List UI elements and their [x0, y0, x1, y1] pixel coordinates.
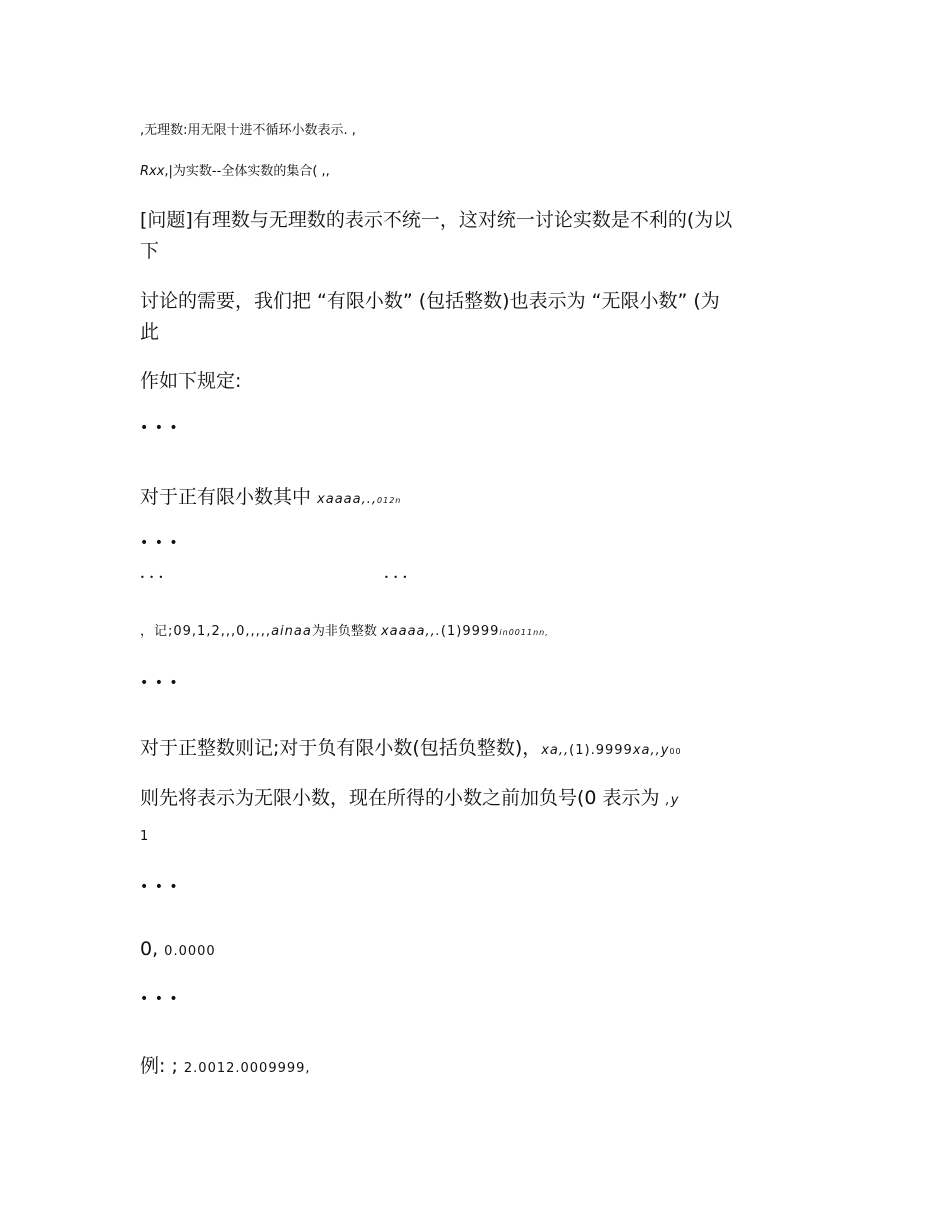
math-ainaa: ainaa	[271, 624, 312, 639]
line-positive-finite	[140, 482, 401, 509]
line-negative	[140, 783, 679, 810]
math-xaaaa: xaaaa,.,	[317, 492, 378, 507]
line-discussion-cont: 此	[140, 321, 160, 343]
record-text: ，记;09,1,2,,,0,,,,,	[140, 624, 272, 639]
line-record	[140, 620, 549, 639]
line-problem-cont: 下	[140, 240, 160, 262]
line-rule-intro: 作如下规定:	[140, 370, 242, 392]
math-y: ,y	[665, 793, 680, 808]
math-9999-2: (1).9999	[569, 743, 633, 758]
math-9999: (1)9999	[440, 624, 500, 639]
dots-small-left: • • •	[140, 573, 165, 582]
dots-row-3: • • •	[140, 675, 179, 691]
zero-text: 0,	[140, 938, 165, 960]
line-real-set	[140, 160, 330, 179]
line-positive-int	[140, 733, 682, 760]
math-xa: xa,,	[541, 743, 570, 758]
line-irrational-def: ,无理数:用无限十进不循环小数表示. ,	[140, 123, 356, 138]
example-text: 例: ;	[140, 1055, 184, 1077]
negative-text: 则先将表示为无限小数，现在所得的小数之前加负号(0 表示为	[140, 787, 666, 809]
math-xay: xa,,y	[632, 743, 670, 758]
math-zero: 0.0000	[164, 944, 216, 959]
dots-row-2: • • •	[140, 535, 179, 551]
real-set-text: ,|为实数--全体实数的集合( ,,	[164, 164, 330, 179]
line-zero	[140, 938, 216, 960]
dots-small-right: • • •	[384, 573, 409, 582]
math-rxx: Rxx	[140, 164, 165, 179]
line-example	[140, 1051, 311, 1078]
positive-int-text: 对于正整数则记;对于负有限小数(包括负整数)，	[140, 737, 542, 759]
math-sub-in: in0011nn,	[499, 628, 549, 637]
dots-row-5: • • •	[140, 991, 179, 1007]
math-sub-00: 00	[669, 747, 682, 756]
math-xaaaa-2: xaaaa,,.	[380, 624, 441, 639]
math-sub-012n: 012n	[377, 496, 402, 505]
positive-finite-text: 对于正有限小数其中	[140, 486, 318, 508]
line-one: 1	[140, 829, 149, 844]
dots-row-1: • • •	[140, 420, 179, 436]
record-nonneg: 为非负整数	[311, 624, 381, 639]
line-problem: [问题]有理数与无理数的表示不统一，这对统一讨论实数是不利的(为以	[140, 209, 733, 231]
dots-row-4: • • •	[140, 879, 179, 895]
math-example: 2.0012.0009999,	[183, 1061, 311, 1076]
line-discussion: 讨论的需要，我们把 “有限小数” (包括整数)也表示为 “无限小数” (为	[140, 290, 720, 312]
